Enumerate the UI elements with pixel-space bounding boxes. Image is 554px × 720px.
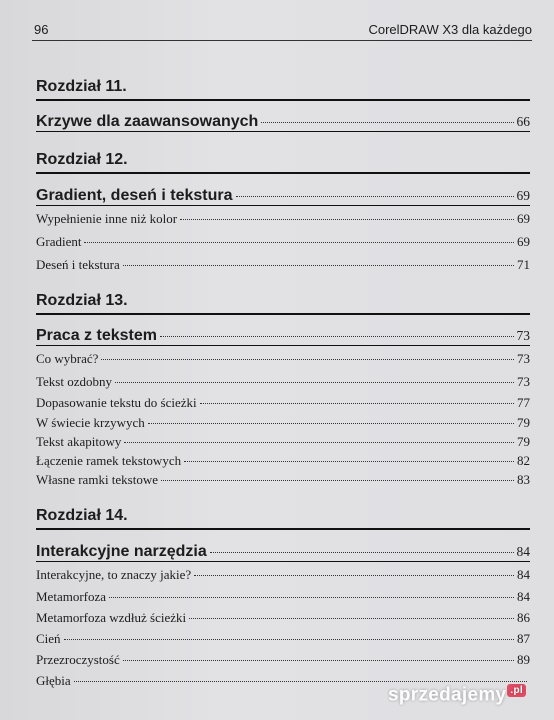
chapter-heading: Rozdział 13. bbox=[36, 292, 530, 315]
entry-title: Łączenie ramek tekstowych bbox=[36, 453, 182, 468]
leader-dots bbox=[200, 403, 514, 404]
toc-entry bbox=[36, 631, 530, 647]
entry-page: 73 bbox=[517, 374, 530, 389]
leader-dots bbox=[124, 442, 514, 443]
section-heading bbox=[36, 113, 530, 132]
entry-title: Dopasowanie tekstu do ścieżki bbox=[36, 395, 197, 410]
entry-page: 77 bbox=[517, 395, 530, 410]
section-title: Krzywe dla zaawansowanych bbox=[36, 113, 259, 130]
entry-page: 84 bbox=[517, 567, 530, 582]
entry-title: Deseń i tekstura bbox=[36, 257, 120, 272]
entry-title: Cień bbox=[36, 631, 61, 646]
leader-dots bbox=[109, 597, 514, 598]
entry-title: W świecie krzywych bbox=[36, 415, 145, 430]
entry-title: Co wybrać? bbox=[36, 351, 99, 366]
toc-entry bbox=[36, 610, 530, 626]
chapter-heading: Rozdział 11. bbox=[36, 78, 530, 101]
toc-entry bbox=[36, 652, 530, 668]
leader-dots bbox=[180, 219, 514, 220]
toc-entry bbox=[36, 395, 530, 411]
toc-entry bbox=[36, 567, 530, 583]
section-title: Interakcyjne narzędzia bbox=[36, 543, 207, 560]
leader-dots bbox=[115, 382, 514, 383]
leader-dots bbox=[84, 242, 514, 243]
section-page: 66 bbox=[516, 114, 530, 129]
chapter-heading: Rozdział 12. bbox=[36, 151, 530, 174]
leader-dots bbox=[123, 265, 514, 266]
entry-title: Metamorfoza bbox=[36, 589, 107, 604]
entry-page: 71 bbox=[517, 257, 530, 272]
page-number: 96 bbox=[34, 22, 49, 37]
entry-page: 79 bbox=[517, 415, 530, 430]
leader-dots bbox=[148, 423, 514, 424]
entry-page: 73 bbox=[517, 351, 530, 366]
leader-dots bbox=[189, 618, 514, 619]
toc-entry bbox=[36, 434, 530, 450]
leader-dots bbox=[210, 552, 514, 553]
section-heading bbox=[36, 327, 530, 346]
section-title: Gradient, deseń i tekstura bbox=[36, 187, 233, 204]
leader-dots bbox=[160, 336, 514, 337]
leader-dots bbox=[74, 681, 527, 682]
entry-page: 69 bbox=[517, 234, 530, 249]
entry-page: 87 bbox=[517, 631, 530, 646]
leader-dots bbox=[64, 639, 514, 640]
entry-title: Metamorfoza wzdłuż ścieżki bbox=[36, 610, 187, 625]
toc-entry bbox=[36, 589, 530, 605]
watermark-text: sprzedajemy bbox=[388, 684, 507, 705]
section-page: 84 bbox=[516, 544, 530, 559]
toc-entry bbox=[36, 211, 530, 227]
section-heading bbox=[36, 187, 530, 206]
toc-entry bbox=[36, 374, 530, 390]
entry-page: 84 bbox=[517, 589, 530, 604]
toc-entry bbox=[36, 234, 530, 250]
toc-entry bbox=[36, 453, 530, 469]
chapter-heading: Rozdział 14. bbox=[36, 507, 530, 530]
entry-page: 89 bbox=[517, 652, 530, 667]
section-page: 69 bbox=[516, 188, 530, 203]
entry-title: Głębia bbox=[36, 673, 71, 688]
toc-entry bbox=[36, 415, 530, 431]
leader-dots bbox=[184, 461, 514, 462]
leader-dots bbox=[236, 196, 514, 197]
entry-title: Własne ramki tekstowe bbox=[36, 472, 159, 487]
entry-title: Interakcyjne, to znaczy jakie? bbox=[36, 567, 192, 582]
watermark-tld: .pl bbox=[507, 684, 526, 697]
entry-page: 86 bbox=[517, 610, 530, 625]
entry-title: Gradient bbox=[36, 234, 82, 249]
toc-entry bbox=[36, 472, 530, 488]
watermark-logo bbox=[388, 684, 526, 706]
entry-page: 79 bbox=[517, 434, 530, 449]
leader-dots bbox=[261, 122, 513, 123]
page-header bbox=[32, 18, 532, 41]
leader-dots bbox=[123, 660, 514, 661]
toc-entry bbox=[36, 257, 530, 273]
book-title: CorelDRAW X3 dla każdego bbox=[368, 22, 532, 37]
leader-dots bbox=[101, 359, 514, 360]
leader-dots bbox=[194, 575, 514, 576]
entry-page: 69 bbox=[517, 211, 530, 226]
entry-page: 82 bbox=[517, 453, 530, 468]
section-heading bbox=[36, 543, 530, 562]
entry-title: Tekst akapitowy bbox=[36, 434, 122, 449]
toc-entry bbox=[36, 351, 530, 367]
entry-page: 83 bbox=[517, 472, 530, 487]
entry-title: Tekst ozdobny bbox=[36, 374, 112, 389]
section-title: Praca z tekstem bbox=[36, 327, 157, 344]
section-page: 73 bbox=[516, 328, 530, 343]
entry-title: Przezroczystość bbox=[36, 652, 120, 667]
entry-title: Wypełnienie inne niż kolor bbox=[36, 211, 178, 226]
leader-dots bbox=[161, 480, 514, 481]
